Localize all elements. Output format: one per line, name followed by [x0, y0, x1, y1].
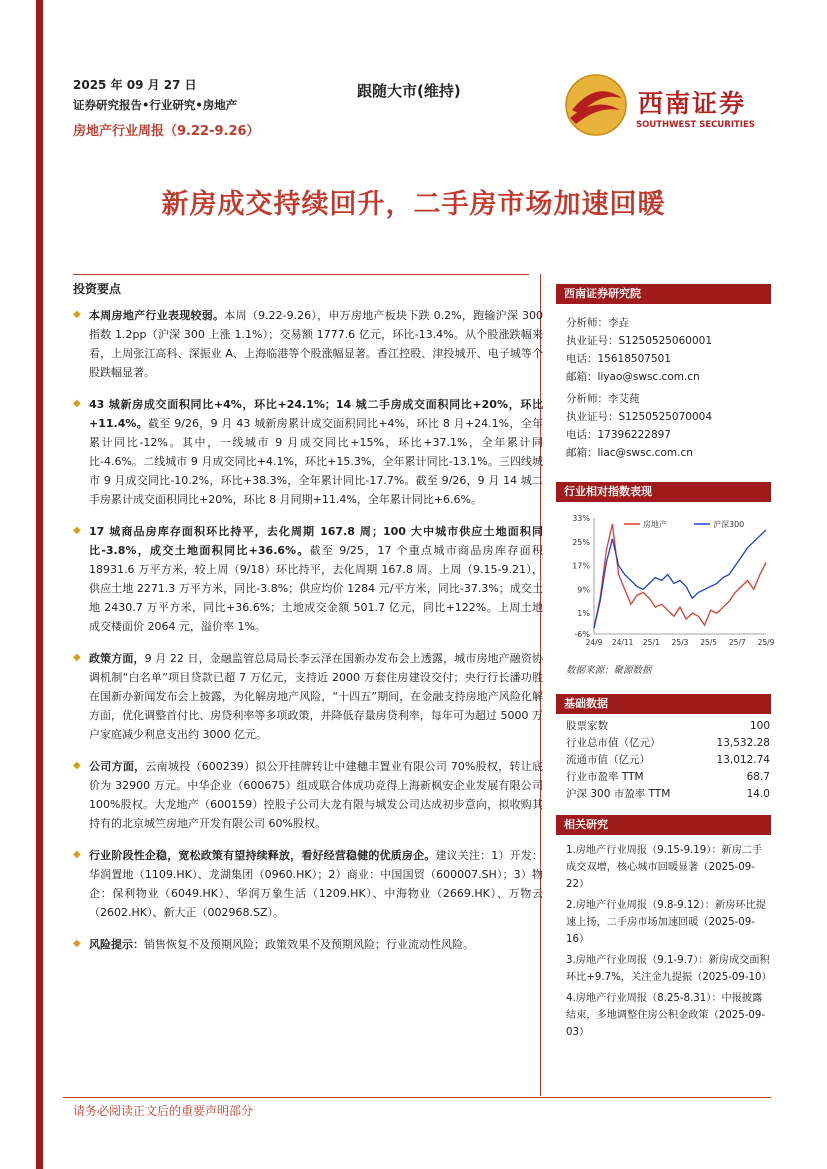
bullet-text: 截至 9/26，9 月 43 城新房累计成交面积同比+4%，环比 8 月+24.1%，全年累计同比-12%。其中，一线城市 9 月成交同比+15%，环比+37.1%，全年累计同比-4.6%。二线城市 9 月成交同比+4.1%，环比+15.3%，全年累计同比-13.1%。三四线城市 9 月成交同比-10.2%，环比+38.3%，全年累计同比-17.7%。截至 9/26，9 月 14 城二手房累计成交面积同比+20%，环比 8 月同期+11.4%，全年累计同比+6.6%。: [89, 417, 543, 506]
stat-row: [566, 769, 770, 786]
bullet-companies: [73, 757, 543, 833]
investment-points-heading: 投资要点: [73, 282, 122, 296]
bullet-diamond-icon: ◆: [73, 525, 81, 536]
research-link[interactable]: 3.房地产行业周报（9.1-9.7）：新房成交面积环比+9.7%，关注金九提振（2025-09-10）: [566, 955, 772, 983]
analyst-block-1: [566, 314, 712, 386]
bullet-diamond-icon: ◆: [73, 849, 81, 860]
x-tick-label: 25/5: [700, 638, 718, 647]
stat-value: 14.0: [746, 788, 770, 800]
report-weekly-title: 房地产行业周报（9.22-9.26）: [73, 124, 260, 139]
legend-label: 房地产: [643, 520, 667, 529]
stat-row: [566, 752, 770, 769]
bullet-risk: [73, 935, 543, 954]
bullet-text: 本周（9.22-9.26），申万房地产板块下跌 0.2%，跑输沪深 300 指数 1.2pp（沪深 300 上涨 1.1%）；交易额 1777.6 亿元，环比-13.4%。从个股涨跌幅来看，上周张江高科、深振业 A、上海临港等个股涨幅显著。香江控股、津投城开、电子城等个股跌幅显著。: [89, 309, 543, 379]
bullet-policy: [73, 649, 543, 744]
logo-english-name: SOUTHWEST SECURITIES: [636, 120, 755, 130]
x-tick-label: 24/9: [585, 638, 603, 647]
bullet-lead: 行业阶段性企稳，宽松政策有望持续释放，看好经营稳健的优质房企。: [89, 849, 436, 862]
left-accent-bar: [36, 0, 43, 1169]
industry-rating: 跟随大市(维持): [357, 82, 461, 100]
stat-value: 13,012.74: [716, 754, 770, 766]
footer-divider: [63, 1097, 771, 1098]
report-date: 2025 年 09 月 27 日: [73, 78, 197, 92]
x-tick-label: 25/3: [671, 638, 689, 647]
analyst-email[interactable]: 邮箱：liyao@swsc.com.cn: [566, 371, 700, 383]
stat-label: 流通市值（亿元）: [566, 754, 650, 766]
analyst-name: 分析师：李垚: [566, 317, 629, 329]
related-research-list: [566, 842, 772, 1041]
bullet-transactions: [73, 395, 543, 509]
stat-label: 沪深 300 市盈率 TTM: [566, 788, 671, 800]
relative-index-chart: [556, 510, 775, 650]
bullet-inventory-land: [73, 522, 543, 636]
x-tick-label: 25/1: [642, 638, 660, 647]
analyst-cert: 执业证号：S1250525060001: [566, 335, 713, 347]
bullet-text: 建议关注：1）开发：华润置地（1109.HK）、龙湖集团（0960.HK）；2）商业：中国国贸（600007.SH）；3）物企：保利物业（6049.HK）、华润万象生活（1209.HK）、中海物业（2669.HK）、万物云（2602.HK）、新大正（002968.SZ）。: [89, 849, 544, 919]
bullet-text: 销售恢复不及预期风险；政策效果不及预期风险；行业流动性风险。: [144, 938, 474, 951]
institute-heading: 西南证券研究院: [556, 284, 771, 304]
report-title: 新房成交持续回升，二手房市场加速回暖: [161, 189, 666, 220]
x-tick-label: 24/11: [611, 638, 634, 647]
stat-row: [566, 718, 770, 735]
bullet-lead: 本周房地产行业表现较弱。: [89, 309, 225, 322]
y-tick-label: 9%: [577, 585, 590, 595]
bullet-text: 截至 9/25，17 个重点城市商品房库存面积 18931.6 万平方米，较上周（9/18）环比持平，去化周期 167.8 周。上周（9.15-9.21），供应土地 2271.3 万平方米，同比-3.8%；供应均价 1284 元/平方米，同比-37.3%；成交土地 2430.7 万平方米，同比+36.6%；土地成交金额 501.7 亿元，同比+122%。上周土地成交楼面价 2064 元，溢价率 1%。: [89, 544, 543, 633]
bullet-lead: 公司方面，: [89, 760, 146, 773]
chart-svg: [556, 510, 775, 650]
research-link[interactable]: 2.房地产行业周报（9.8-9.12）：新房环比提速上扬，二手房市场加速回暖（2025-09-16）: [566, 900, 766, 945]
footer-disclaimer: 请务必阅读正文后的重要声明部分: [73, 1104, 254, 1118]
bullet-lead: 政策方面，: [89, 652, 145, 665]
stat-label: 行业市盈率 TTM: [566, 771, 644, 783]
analyst-phone: 电话：15618507501: [566, 353, 671, 365]
research-link[interactable]: 1.房地产行业周报（9.15-9.19）：新房二手成交双增，核心城市回暖显著（2025-09-22）: [566, 845, 763, 890]
bullet-recommendation: [73, 846, 543, 922]
bullet-text: 云南城投（600239）拟公开挂牌转让中建穗丰置业有限公司 70%股权，转让底价为 32900 万元。中华企业（600675）组成联合体成功竞得上海新枫安企业发展有限公司 100%股权。大龙地产（600159）控股子公司大龙有限与城发公司达成初步意向，拟收购其持有的北京城竺房地产开发有限公司 60%股权。: [89, 760, 544, 830]
chart-source: 数据来源：聚源数据: [566, 665, 652, 676]
legend-label: 沪深300: [713, 520, 745, 529]
basic-data-heading: 基础数据: [556, 694, 771, 714]
report-category: 证券研究报告•行业研究•房地产: [73, 98, 238, 112]
investment-points-list: [73, 306, 543, 967]
bullet-diamond-icon: ◆: [73, 938, 81, 949]
bullet-diamond-icon: ◆: [73, 398, 81, 409]
analyst-phone: 电话：17396222897: [566, 429, 671, 441]
stat-value: 100: [749, 720, 770, 732]
stat-row: [566, 735, 770, 752]
bullet-diamond-icon: ◆: [73, 652, 81, 663]
bullet-lead: 43 城新房成交面积同比+4%，环比+24.1%；14 城二手房成交面积同比+20%，环比+11.4%。: [89, 398, 543, 430]
stat-value: 68.7: [746, 771, 770, 783]
stat-label: 行业总市值（亿元）: [566, 737, 661, 749]
analyst-name: 分析师：李艾莼: [566, 393, 640, 405]
analyst-cert: 执业证号：S1250525070004: [566, 411, 713, 423]
related-research-heading: 相关研究: [556, 815, 771, 835]
stat-label: 股票家数: [566, 720, 608, 732]
bullet-market-performance: [73, 306, 543, 382]
analyst-email[interactable]: 邮箱：liac@swsc.com.cn: [566, 447, 693, 459]
logo-chinese-name: 西南证券: [638, 89, 747, 118]
bullet-diamond-icon: ◆: [73, 309, 81, 320]
stat-row: [566, 786, 770, 803]
bullet-text: 9 月 22 日，金融监管总局局长李云泽在国新办发布会上透露，城市房地产融资协调机制“白名单”项目贷款已超 7 万亿元，支持近 2000 万套住房建设交付；央行行长潘功胜在国新办新闻发布会上披露，为化解房地产风险，“十四五”期间，在金融支持房地产风险化解方面，优化调整首付比、房贷利率等多项政策，并降低存量房贷利率，每年可为超过 5000 万户家庭减少利息支出约 3000 亿元。: [89, 652, 544, 741]
bullet-diamond-icon: ◆: [73, 760, 81, 771]
y-tick-label: -6%: [574, 630, 590, 639]
bullet-lead: 风险提示：: [89, 938, 144, 951]
series-line: [594, 524, 766, 628]
chart-heading: 行业相对指数表现: [556, 482, 771, 502]
y-tick-label: 1%: [577, 609, 590, 619]
y-tick-label: 33%: [572, 514, 590, 523]
x-tick-label: 25/9: [757, 638, 775, 647]
stat-value: 13,532.28: [716, 737, 770, 749]
bullet-lead: 17 城商品房库存面积环比持平，去化周期 167.8 周；100 大中城市供应土地面积同比-3.8%，成交土地面积同比+36.6%。: [89, 525, 543, 557]
section-divider: [73, 274, 529, 275]
x-tick-label: 25/7: [728, 638, 746, 647]
y-tick-label: 25%: [572, 537, 590, 547]
company-logo: [560, 70, 770, 140]
research-link[interactable]: 4.房地产行业周报（8.25-8.31）：中报披露结束，多地调整住房公积金政策（2025-09-03）: [566, 993, 766, 1038]
analyst-block-2: [566, 390, 712, 462]
y-tick-label: 17%: [572, 561, 590, 571]
